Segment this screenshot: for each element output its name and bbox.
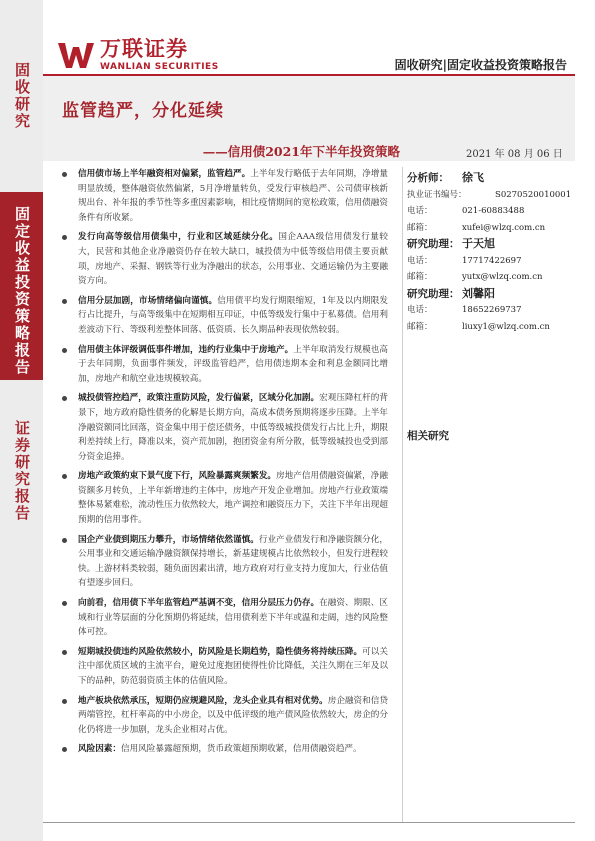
analyst-info-row [407, 319, 577, 336]
summary-item [60, 230, 388, 288]
summary-item [60, 167, 388, 225]
summary-body: 宏观压降杠杆的背景下，地方政府隐性债务的化解是长期方向，高成本债务预期将逐步压降。上半年净融资额同比回落，资金集中用于偿还债务，中低等级城投债发行占比上升，期限利差持续上行，降准以来，资产荒加剧，抱团资金有所分散，低等级城投也受到部分资金追捧。 [78, 393, 388, 462]
info-label: 执业证书编号： [407, 189, 467, 200]
analyst-panel [407, 170, 577, 335]
summary-lead: 国企产业债到期压力攀升，市场情绪依然谨慎。 [78, 534, 259, 545]
info-label: 邮箱： [407, 222, 433, 233]
info-value: 021-60883488 [462, 206, 525, 216]
summary-lead: 信用债市场上半年融资相对偏紧，监管趋严。 [78, 169, 251, 179]
analyst-role: 分析师： [407, 172, 449, 184]
info-value: 17717422697 [462, 255, 522, 266]
sidebar-category-label: 固定收益投资策略报告 [13, 206, 31, 376]
summary-item [60, 469, 388, 527]
summary-lead: 地产板块依然承压，短期仍应规避风险，龙头企业具有相对优势。 [78, 695, 328, 706]
summary-item [60, 391, 388, 464]
summary-body: 房地产信用债融资偏紧，净融资额多月转负，上半年新增违约主体中，房地产开发企业增加。房地产行业政策端整体易紧难松，流动性压力依然较大，地产调控和融资压力下，关注下半年出现超预期的信用事件。 [78, 471, 388, 526]
summary-lead: 信用分层加剧，市场情绪偏向谨慎。 [78, 295, 218, 306]
left-sidebar [0, 0, 43, 841]
wanlian-logo-icon [58, 41, 94, 69]
info-value: 18652269737 [462, 305, 522, 315]
summary-body: 房企融资和信贷两端管控，杠杆率高的中小房企，以及中低评级的地产债风险依然较大，房企的分化仍将进一步加剧，龙头企业相对占优。 [78, 695, 388, 735]
logo-text [100, 38, 219, 72]
sidebar-category-block [0, 192, 43, 380]
logo-cn: 万联证券 [100, 37, 188, 61]
info-label: 邮箱： [407, 272, 433, 282]
summary-item [60, 645, 388, 689]
summary-lead: 向前看，信用债下半年监管趋严基调不变，信用分层压力仍存。 [78, 598, 320, 609]
summary-item [60, 343, 388, 387]
summary-body: 信用债平均发行期限缩短，1年及以内期限发行占比提升，与高等级集中在短期相互印证，中低等级发行集中于私募债。信用利差波动下行、等级利差整体回落、低资质、长久期品种表现依然较弱。 [78, 295, 388, 335]
summary-item [60, 742, 388, 757]
email-value: xufei@wlzq.com.cn [462, 222, 546, 233]
info-label: 电话： [407, 305, 433, 315]
summary-body: 可以关注中部优质区域的主流平台，避免过度抱团使得性价比降低，关注久期在三年及以下的品种，防范弱资质主体的估值风险。 [78, 646, 388, 686]
analyst-heading [407, 170, 577, 187]
analyst-name: 于天旭 [462, 237, 495, 250]
summary-body: 上半年取消发行规模也高于去年同期，负面事件频发，评级监管趋严，信用债违期本金和利息金额同比增加，房地产和航空业违规模较高。 [78, 344, 388, 384]
analyst-heading [407, 286, 577, 303]
analyst-name: 刘馨阳 [462, 286, 495, 300]
column-divider [402, 167, 403, 822]
analyst-info-row [407, 253, 577, 270]
email-value: liuxy1@wlzq.com.cn [462, 321, 550, 332]
analyst-role: 研究助理： [407, 238, 460, 250]
page-title: 监管趋严，分化延续 [62, 101, 224, 121]
analyst-name: 徐飞 [462, 171, 484, 184]
sidebar-top-block [0, 62, 43, 130]
analyst-role: 研究助理： [407, 287, 460, 300]
summary-body: 上半年发行略低于去年同期，净增量明显放缓，整体融资依然偏紧，5月净增量转负，受发行审核趋严、公司债审核新规出台、补年报的季节性等多重因素影响，相比疫情期间的宽松政策，信用债融资条件有所收紧。 [78, 169, 388, 223]
sidebar-bottom-block [0, 420, 43, 522]
info-value: S0270520010001 [495, 189, 572, 200]
page-subtitle: ——信用债2021年下半年投资策略 [202, 144, 400, 159]
analyst-info-row [407, 269, 577, 286]
logo-en: WANLIAN SECURITIES [100, 62, 219, 72]
analyst-info-row [407, 220, 577, 237]
report-type: 固收研究|固定收益投资策略报告 [394, 58, 567, 72]
summary-item [60, 294, 388, 338]
analyst-info-row [407, 203, 577, 220]
summary-item [60, 596, 388, 640]
summary-lead: 信用债主体评级调低事件增加，违约行业集中于房地产。 [78, 344, 294, 355]
info-label: 电话： [407, 206, 433, 216]
summary-lead: 短期城投债违约风险依然较小，防风险是长期趋势，隐性债务将持续压降。 [78, 646, 363, 657]
footer-divider [43, 822, 575, 823]
summary-list [60, 167, 388, 762]
analyst-heading [407, 236, 577, 253]
summary-lead: 城投债管控趋严，政策注重防风险，发行偏紧，区域分化加剧。 [78, 393, 320, 404]
summary-body: 行业产业债发行和净融资额分化，公用事业和交通运输净融资额保持增长，新基建规模占比依然较小，但发行进程较快。上游材料类较弱，随负面因素出清，地方政府对行业支持力度加大，行业估值有望逐步回归。 [78, 534, 388, 589]
summary-item [60, 533, 388, 591]
summary-body: 国企AAA级信用债发行量较大，民营和其他企业净融资仍存在较大缺口，城投债为中低等级信用债主要贡献项，房地产、采掘、钢铁等行业为净融出的状态，公用事业、交通运输仍为主要融资方向。 [78, 232, 388, 287]
sidebar-bottom-label: 证券研究报告 [13, 420, 31, 522]
summary-body: 在融资、期限、区域和行业等层面的分化预期仍将延续，信用债利差下半年或温和走阔，违约风险整体可控。 [78, 598, 388, 638]
sidebar-top-label: 固收研究 [13, 62, 31, 130]
related-research-heading: 相关研究 [407, 430, 449, 442]
summary-lead: 发行向高等级信用债集中，行业和区域延续分化。 [78, 232, 279, 243]
summary-lead: 房地产政策約束下景气度下行，风险暴露爽频繁发。 [78, 471, 277, 482]
analyst-info-row [407, 187, 577, 204]
report-date: 2021 年 08 月 06 日 [466, 149, 563, 160]
info-label: 电话： [407, 255, 433, 266]
analyst-info-row [407, 302, 577, 319]
company-logo [58, 38, 219, 72]
summary-lead: 风险因素： [78, 744, 121, 755]
info-label: 邮箱： [407, 321, 433, 332]
summary-item [60, 694, 388, 738]
email-value: yutx@wlzq.com.cn [462, 272, 543, 282]
summary-body: 信用风险暴露超预期，货币政策超预期收紧，信用债融资趋严。 [120, 744, 362, 755]
